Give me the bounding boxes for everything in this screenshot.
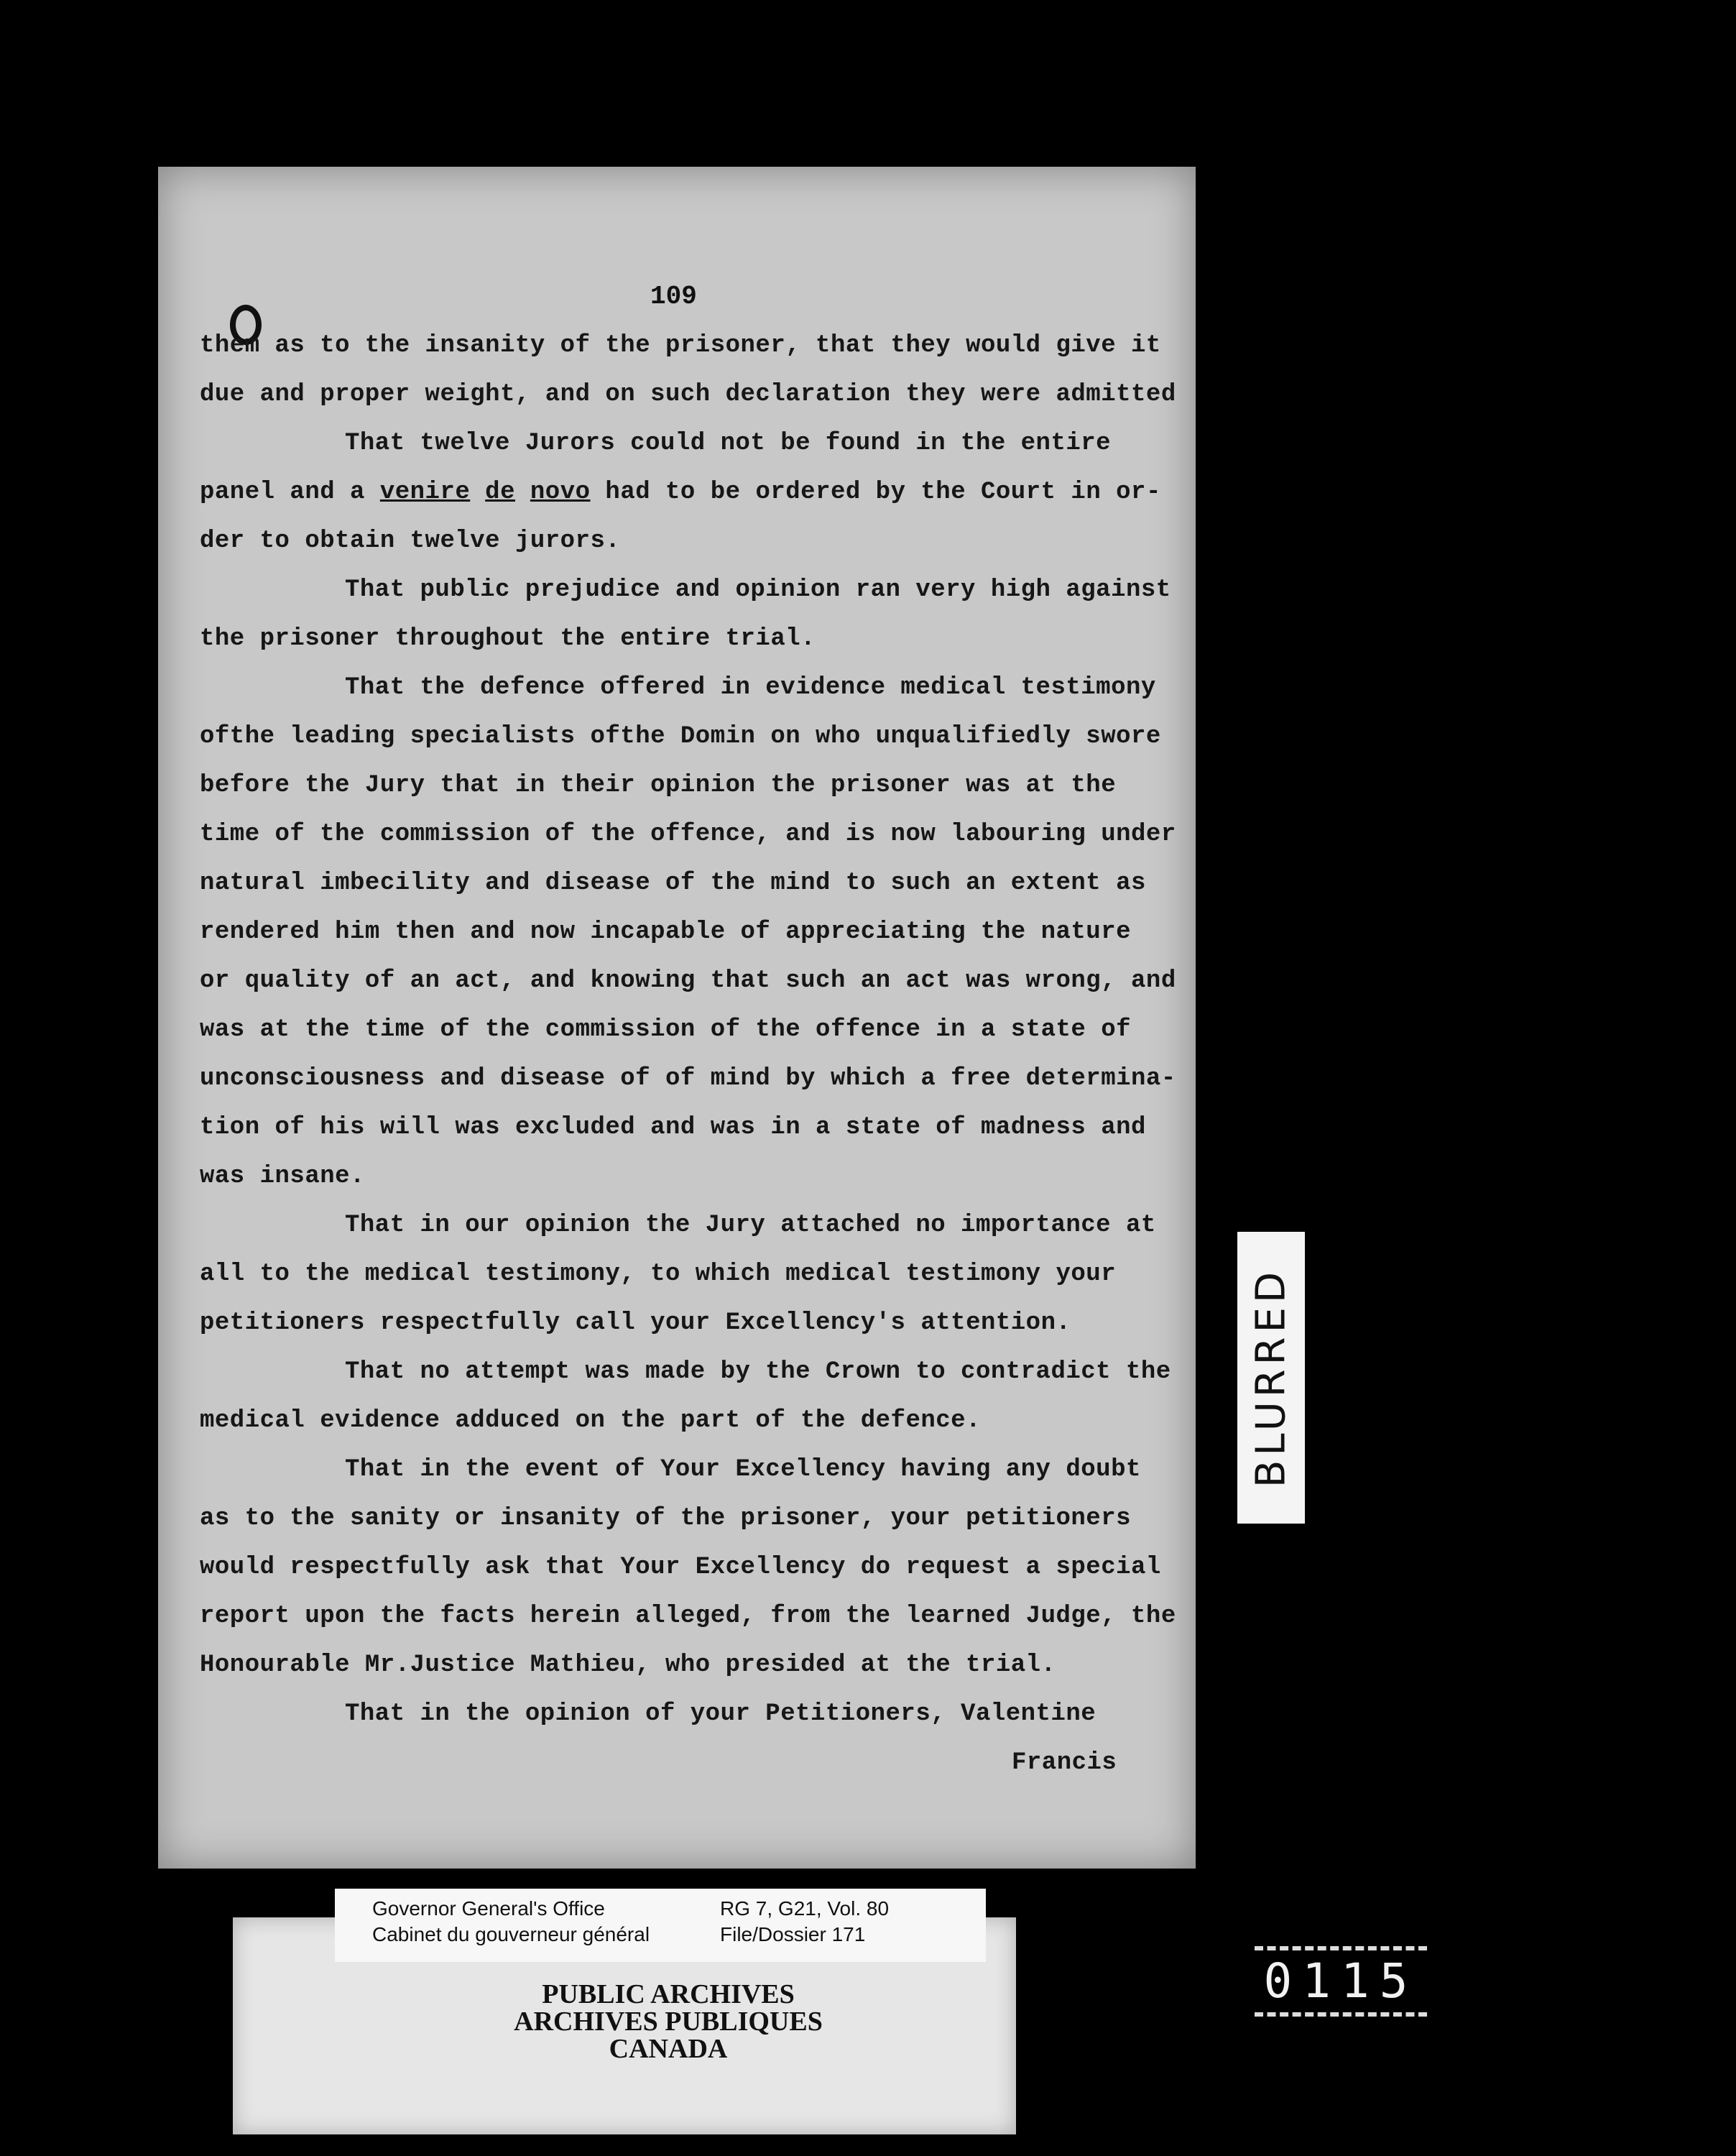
text-line: due and proper weight, and on such declaration they were admitted	[200, 381, 1176, 408]
stamp-line-country: CANADA	[609, 2034, 728, 2064]
archive-label	[335, 1889, 986, 1962]
record-group: RG 7, G21, Vol. 80	[720, 1897, 890, 1920]
italic-term: de	[485, 479, 515, 506]
text-line: was at the time of the commission of the offence in a state of	[200, 1016, 1132, 1044]
blurred-tag-label: BLURRED	[1247, 1267, 1295, 1488]
text-line: would respectfully ask that Your Excellency do request a special	[200, 1554, 1161, 1581]
stamp-line-english: PUBLIC ARCHIVES	[542, 1979, 795, 2009]
text-line: That public prejudice and opinion ran very high against	[345, 576, 1171, 604]
italic-term: venire	[379, 479, 471, 506]
text-line: That in the event of Your Excellency having any doubt	[345, 1456, 1141, 1483]
archives-stamp	[503, 1981, 834, 2063]
office-name-french: Cabinet du gouverneur général	[372, 1923, 650, 1945]
text-line: That in the opinion of your Petitioners, Valentine	[345, 1700, 1096, 1728]
text-line: rendered him then and now incapable of appreciating the nature	[200, 918, 1132, 946]
text-line: time of the commission of the offence, and is now labouring under	[200, 821, 1176, 848]
text-line: before the Jury that in their opinion the prisoner was at the	[200, 772, 1117, 799]
text-line: or quality of an act, and knowing that such an act was wrong, and	[200, 967, 1176, 995]
stamp-line-french: ARCHIVES PUBLIQUES	[514, 2007, 823, 2037]
text-line: petitioners respectfully call your Excellency's attention.	[200, 1309, 1071, 1337]
text-line: natural imbecility and disease of the mind to such an extent as	[200, 870, 1146, 897]
text-line: the prisoner throughout the entire trial.	[200, 625, 816, 653]
text-line: them as to the insanity of the prisoner, that they would give it	[200, 332, 1161, 359]
text-line: tion of his will was excluded and was in a state of madness and	[200, 1114, 1146, 1141]
italic-term: novo	[530, 479, 591, 506]
text-line: That in our opinion the Jury attached no importance at	[345, 1212, 1156, 1239]
catchword: Francis	[1012, 1749, 1117, 1777]
text-line: That no attempt was made by the Crown to contradict the	[345, 1358, 1171, 1386]
text-line: medical evidence adduced on the part of the defence.	[200, 1407, 981, 1434]
blurred-tag	[1237, 1232, 1305, 1524]
page-number: 109	[650, 282, 697, 311]
file-number: File/Dossier 171	[720, 1923, 866, 1945]
text-line: der to obtain twelve jurors.	[200, 528, 621, 555]
text-line: That twelve Jurors could not be found in the entire	[345, 430, 1112, 457]
frame-number	[1255, 1946, 1427, 2017]
text-line: as to the sanity or insanity of the prisoner, your petitioners	[200, 1505, 1132, 1532]
text-line: unconsciousness and disease of of mind by which a free determina-	[200, 1065, 1176, 1092]
text-line: ofthe leading specialists ofthe Domin on who unqualifiedly swore	[200, 723, 1161, 750]
text-line: Honourable Mr.Justice Mathieu, who presided at the trial.	[200, 1651, 1056, 1679]
text-line: was insane.	[200, 1163, 365, 1190]
office-name: Governor General's Office	[372, 1897, 605, 1920]
frame-number-text: 0115	[1263, 1953, 1418, 2009]
text-segment: panel and a	[200, 479, 380, 506]
text-line: That the defence offered in evidence medical testimony	[345, 674, 1156, 701]
text-line: report upon the facts herein alleged, from the learned Judge, the	[200, 1603, 1176, 1630]
text-segment: had to be ordered by the Court in or-	[590, 479, 1161, 506]
text-line	[200, 479, 1161, 506]
text-line: all to the medical testimony, to which medical testimony your	[200, 1261, 1117, 1288]
